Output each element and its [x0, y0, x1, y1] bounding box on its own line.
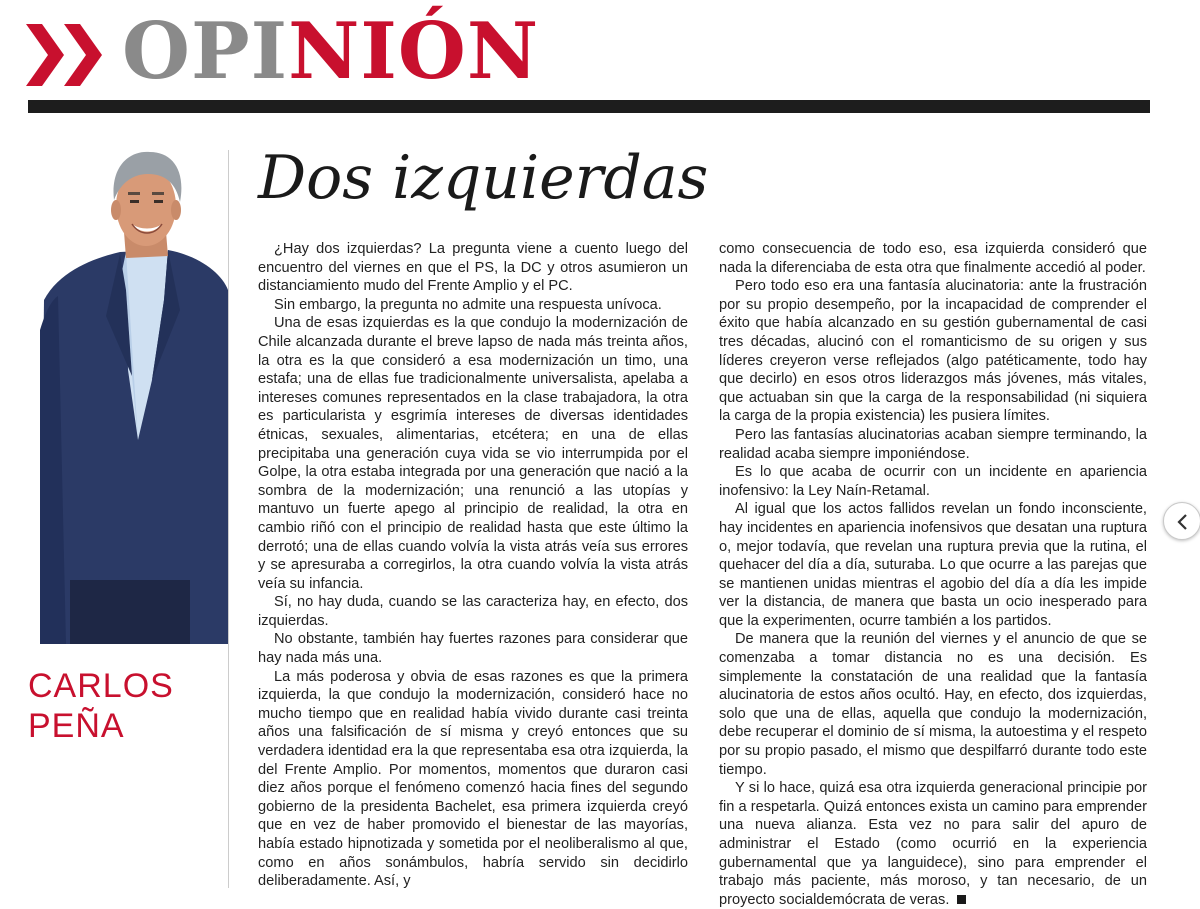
author-first-name: CARLOS	[28, 667, 174, 705]
article-final-paragraph	[719, 779, 1147, 909]
article-headline: Dos izquierdas	[258, 143, 709, 213]
article-column-1	[258, 240, 688, 891]
next-image-button[interactable]	[1163, 502, 1200, 540]
chevron-right-icon	[1175, 513, 1191, 531]
article-paragraph: Al igual que los actos fallidos revelan un fondo inconsciente, hay incidentes en apariencia inofensivos que desatan una ruptura o, mejor todavía, que revelan una ruptura previa que la rutina, el quehacer del día a día, suturaba. Lo que ocurre a las parejas que se mantienen unidas mientras el agobio del día a día les impide ver la distancia, de manera que basta un ocio inesperado para que la experimenten, ocurre también a los partidos.	[719, 501, 1147, 629]
author-photo	[40, 140, 228, 644]
article-paragraph: De manera que la reunión del viernes y el anuncio de que se comenzaba a tomar distancia no es una decisión. Es simplemente la constatación de una realidad que la fantasía alucinatoria de estos años ocultó. Hay, en efecto, dos izquierdas, solo que una de ellas, aquella que condujo la modernización, debe recuperar el dominio de sí misma, la autoestima y el respeto por su propio pasado, el mismo que despilfarró durante todo este tiempo.	[719, 631, 1147, 778]
article-paragraph: Sin embargo, la pregunta no admite una respuesta unívoca.	[274, 296, 662, 313]
article-paragraph: Pero las fantasías alucinatorias acaban siempre terminando, la realidad acaba siempre imponiéndose.	[719, 426, 1147, 462]
end-square-icon	[957, 895, 966, 904]
photo-separator	[228, 150, 229, 888]
article-paragraph: Es lo que acaba de ocurrir con un incidente en apariencia inofensivo: la Ley Naín-Retamal.	[719, 464, 1147, 499]
section-title-red: NIÓN	[288, 6, 540, 97]
author-byline	[28, 666, 174, 746]
author-last-name: PEÑA	[28, 707, 125, 745]
article-paragraph: Sí, no hay duda, cuando se las caracteriza hay, en efecto, dos izquierdas.	[258, 594, 688, 629]
header-rule	[28, 100, 1150, 113]
article-paragraph: Pero todo eso era una fantasía alucinatoria: ante la frustración por su propio desempeño, por la incapacidad de comprender el éxito que había alcanzado en su gestión gubernamental de casi tres décadas, alucinó con el romanticismo de su origen y sus líderes creyeron verse reflejados (algo patéticamente, todo hay que decirlo) en esos otros liderazgos más jóvenes, más vitales, que actuaban sin que la carga de la responsabilidad (ni siquiera la carga de la propia existencia) les pusiera límites.	[719, 278, 1147, 425]
double-chevron-icon	[26, 22, 106, 88]
article-paragraph: La más poderosa y obvia de esas razones es que la primera izquierda, la que condujo la modernización, consideró hace no mucho tiempo que en realidad había vivido durante casi treinta años una falsificación de sí misma y creyó entonces que su verdadera identidad era la que representaba esa otra izquierda, la del Frente Amplio. Por momentos, momentos que duraron casi diez años porque el fenómeno comenzó hacia fines del segundo gobierno de la presidenta Bachelet, esa primera izquierda creyó que en vez de haber promovido el bienestar de las mayorías, había estado hipnotizada y sometida por el neoliberalismo al que, como en años sonámbulos, habría servido sin decidirlo deliberadamente. Así, y	[258, 668, 688, 890]
article-paragraph-text: Y si lo hace, quizá esa otra izquierda generacional principie por fin a respetarla. Quizá entonces exista un camino para emprender una nueva alianza. Esta vez no para salir del apuro de administrar el Estado (como ocurrió en la experiencia gubernamental que ya languidece), sino para emprender el trabajo más paciente, más moroso, y tan necesario, de un proyecto socialdemócrata de veras.	[719, 780, 1147, 908]
article-paragraph: No obstante, también hay fuertes razones para considerar que hay nada más una.	[258, 631, 688, 667]
section-title	[122, 2, 539, 102]
article-paragraph: ¿Hay dos izquierdas? La pregunta viene a cuento luego del encuentro del viernes en que el PS, la DC y otros asumieron un distanciamiento mudo del Frente Amplio y el PC.	[258, 241, 688, 295]
article-paragraph: Una de esas izquierdas es la que condujo la modernización de Chile alcanzada durante el breve lapso de nada más treinta años, la otra es la que consideró a esa modernización un timo, una estafa; una de ellas fue tradicionalmente universalista, apelaba a intereses comunes representados en la clase trabajadora, la otra es particularista y esgrimía intereses de diversas identidades étnicas, sexuales, alimentarias, etcétera; en una de ellas precipitaba una generación cuya vida se vio interrumpida por el Golpe, la otra estaba integrada por una generación que nació a la sombra de la modernización; una renunció a las utopías y mantuvo un fuerte apego al principio de realidad, la otra en cambio riñó con el principio de realidad hasta que este último la derrotó; una de ellas cuando volvía la vista atrás veía sus errores y se apresuraba a corregirlos, la otra cuando volvía la vista atrás veía su infancia.	[258, 315, 688, 592]
article-column-2	[719, 240, 1147, 909]
section-title-grey: OPI	[122, 6, 289, 97]
section-header	[0, 0, 1200, 112]
article-paragraph: como consecuencia de todo eso, esa izquierda consideró que nada la diferenciaba de esta otra que finalmente accedió al poder.	[719, 241, 1147, 276]
